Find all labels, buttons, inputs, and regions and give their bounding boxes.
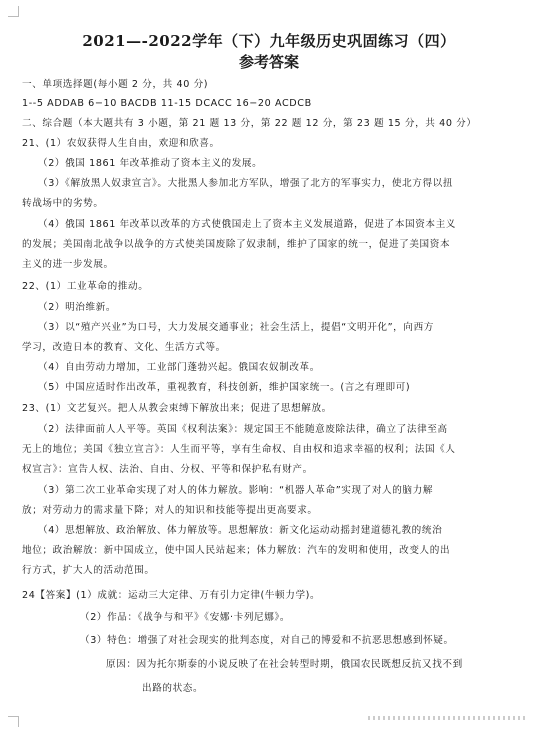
answer-line: 23、(1）文艺复兴。把人从教会束缚下解放出来；促进了思想解放。: [22, 403, 332, 414]
answer-line: 1--5 ADDAB 6−10 BACDB 11-15 DCACC 16−20 ACDCB: [22, 98, 312, 109]
answer-line: 地位；政治解放：新中国成立，使中国人民站起来；体力解放：汽车的发明和使用，改变人的出: [22, 545, 451, 556]
page-corner-mark: [8, 6, 19, 17]
answer-line: 主义的进一步发展。: [22, 259, 114, 270]
answer-line: （4）思想解放、政治解放、体力解放等。思想解放：新文化运动动摇封建道德礼教的统治: [38, 525, 443, 536]
answer-line: （3）以“殖产兴业”为口号，大力发展交通事业；社会生活上，提倡“文明开化”，向西方: [38, 322, 434, 333]
answer-line: 转战场中的劣势。: [22, 198, 104, 209]
answer-line: （2）作品：《战争与和平》《安娜·卡列尼娜》。: [80, 612, 291, 623]
answer-line: （3）《解放黑人奴隶宣言》。大批黑人参加北方军队，增强了北方的军事实力，使北方得以扭: [38, 178, 454, 189]
answer-line: （4）俄国 1861 年改革以改革的方式使俄国走上了资本主义发展道路，促进了本国资本主义: [38, 219, 456, 230]
answer-line: 一、单项选择题(每小题 2 分，共 40 分): [22, 79, 209, 90]
answer-line: 无上的地位；美国《独立宣言》：人生而平等，享有生命权、自由权和追求幸福的权利；法国《人: [22, 444, 456, 455]
answer-line: 放；对劳动力的需求量下降；对人的知识和技能等提出更高要求。: [22, 505, 318, 516]
answer-line: 二、综合题（本大题共有 3 小题，第 21 题 13 分，第 22 题 12 分，第 23 题 15 分，共 40 分）: [22, 118, 477, 129]
answer-line: 21、(1）农奴获得人生自由，欢迎和欣喜。: [22, 138, 220, 149]
answer-line: 原因：因为托尔斯泰的小说反映了在社会转型时期，俄国农民既想反抗又找不到: [106, 659, 463, 670]
answer-line: （4）自由劳动力增加，工业部门蓬勃兴起。俄国农奴制改革。: [38, 362, 320, 373]
answer-line: （2）俄国 1861 年改革推动了资本主义的发展。: [38, 158, 263, 169]
answer-line: 的发展；美国南北战争以战争的方式使美国废除了奴隶制，维护了国家的统一，促进了美国资本: [22, 239, 451, 250]
document-title: 2021—-2022学年（下）九年级历史巩固练习（四）: [82, 32, 456, 50]
answer-line: 学习，改造日本的教育、文化、生活方式等。: [22, 342, 226, 353]
answer-line: （5）中国应适时作出改革，重视教育，科技创新，维护国家统一。(言之有理即可): [38, 382, 411, 393]
answer-line: 行方式，扩大人的活动范围。: [22, 565, 155, 576]
answer-line: （3）特色：增强了对社会现实的批判态度，对自己的博爱和不抗恶思想感到怀疑。: [80, 635, 454, 646]
answer-line: 24【答案】(1）成就：运动三大定律、万有引力定律(牛顿力学)。: [22, 590, 321, 601]
answer-line: （3）第二次工业革命实现了对人的体力解放。影响：“机器人革命”实现了对人的脑力解: [38, 485, 434, 496]
answer-line: 22、(1）工业革命的推动。: [22, 281, 149, 292]
answer-line: （2）明治维新。: [38, 302, 117, 313]
page-footer-dots: [368, 716, 528, 720]
document-subtitle: 参考答案: [238, 53, 299, 71]
page-corner-mark: [8, 716, 19, 727]
answer-line: 出路的状态。: [142, 683, 204, 694]
answer-line: 权宣言》：宣告人权、法治、自由、分权、平等和保护私有财产。: [22, 464, 313, 475]
answer-line: （2）法律面前人人平等。英国《权利法案》：规定国王不能随意废除法律，确立了法律至高: [38, 424, 448, 435]
